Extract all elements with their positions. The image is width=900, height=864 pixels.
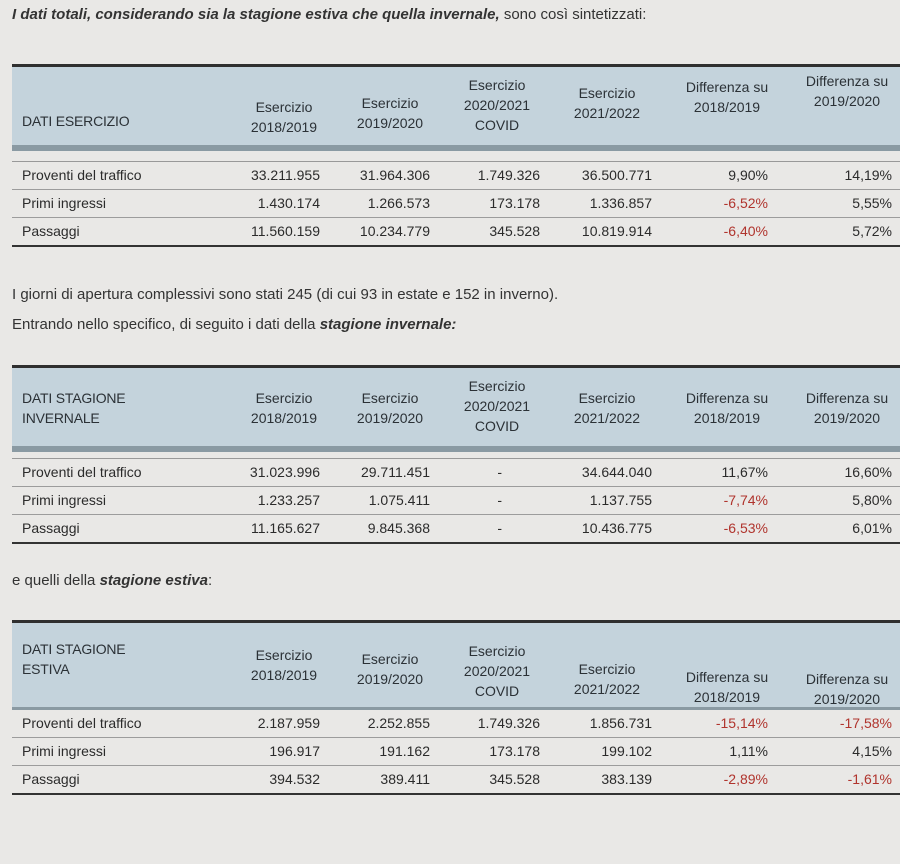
cell: 2.187.959 [257,715,320,731]
intro-rest: sono così sintetizzati: [499,6,647,23]
cell: 36.500.771 [581,167,652,183]
col-header-diff-2019: Differenza su 2019/2020 [805,671,889,707]
cell: 33.211.955 [250,167,320,183]
row-label: Passaggi [22,520,80,536]
cell: 345.528 [489,771,540,787]
cell: 1.749.326 [477,715,540,731]
row-label: Passaggi [22,223,80,239]
col-header-diff-2019: Differenza su 2019/2020 [805,73,889,109]
cell: 173.178 [489,195,540,211]
cell: 10.234.779 [359,223,430,239]
cell: 1.336.857 [589,195,652,211]
cell-negative: -2,89% [723,771,768,787]
cell: 1.430.174 [257,195,320,211]
cell-negative: -6,52% [723,195,768,211]
cell: 5,55% [852,195,892,211]
col-header-2019: Esercizio 2019/2020 [356,651,424,687]
cell: 16,60% [844,464,892,480]
intro-text [12,6,646,23]
cell: - [497,492,502,508]
cell: 10.436.775 [581,520,652,536]
para-invernale-bold: stagione invernale: [319,316,457,333]
cell: 4,15% [852,743,892,759]
col-header-2018: Esercizio 2018/2019 [250,99,318,135]
cell: - [497,464,502,480]
cell: 191.162 [379,743,430,759]
table-invernale [12,365,900,544]
para-giorni: I giorni di apertura complessivi sono stati 245 (di cui 93 in estate e 152 in inverno). [12,286,559,303]
table-row [12,766,900,795]
table-row [12,738,900,766]
table-title: DATI STAGIONE INVERNALE [22,390,126,426]
table-header [12,623,900,710]
para-estiva-post: : [207,572,213,589]
cell-negative: -6,40% [723,223,768,239]
cell: 34.644.040 [581,464,652,480]
cell: 5,72% [852,223,892,239]
header-gap [12,151,900,162]
cell: 11.560.159 [250,223,320,239]
header-gap [12,452,900,459]
table-header [12,368,900,452]
row-label: Primi ingressi [22,492,107,508]
cell: 383.139 [601,771,652,787]
table-row [12,710,900,738]
para-estiva-bold: stagione estiva [99,572,208,589]
row-label: Proventi del traffico [22,464,142,480]
para-invernale [12,316,456,333]
row-label: Primi ingressi [22,743,107,759]
cell: 11.165.627 [250,520,320,536]
row-label: Proventi del traffico [22,715,142,731]
cell: 1.137.755 [589,492,652,508]
col-header-2019: Esercizio 2019/2020 [356,390,424,426]
table-estiva [12,620,900,795]
row-label: Primi ingressi [22,195,107,211]
cell: 1.266.573 [367,195,430,211]
row-label: Proventi del traffico [22,167,142,183]
cell: 2.252.855 [367,715,430,731]
para-invernale-pre: Entrando nello specifico, di seguito i dati della [12,316,320,333]
cell: 31.964.306 [359,167,430,183]
cell: 31.023.996 [249,464,320,480]
table-title: DATI ESERCIZIO [22,113,130,129]
cell: 1,11% [729,743,768,759]
cell: 345.528 [489,223,540,239]
cell: 1.233.257 [257,492,320,508]
table-row [12,515,900,544]
cell: 14,19% [844,167,892,183]
cell: 5,80% [852,492,892,508]
cell-negative: -15,14% [715,715,768,731]
table-row [12,218,900,247]
cell-negative: -6,53% [723,520,768,536]
para-estiva-pre: e quelli della [12,572,100,589]
cell: 173.178 [489,743,540,759]
cell: 394.532 [269,771,320,787]
table-header [12,67,900,151]
row-label: Passaggi [22,771,80,787]
col-header-2021: Esercizio 2021/2022 [573,661,641,697]
cell: 1.749.326 [477,167,540,183]
col-header-diff-2018: Differenza su 2018/2019 [685,79,769,115]
para-estiva [12,572,212,589]
col-header-2021: Esercizio 2021/2022 [573,85,641,121]
col-header-diff-2019: Differenza su 2019/2020 [805,390,889,426]
cell-negative: -1,61% [847,771,892,787]
cell-negative: -7,74% [723,492,768,508]
col-header-2019: Esercizio 2019/2020 [356,95,424,131]
cell: 199.102 [601,743,652,759]
cell: 10.819.914 [581,223,652,239]
cell: 29.711.451 [360,464,430,480]
col-header-2018: Esercizio 2018/2019 [250,390,318,426]
cell: 6,01% [852,520,892,536]
table-row [12,459,900,487]
cell: 1.075.411 [368,492,430,508]
cell: 1.856.731 [589,715,652,731]
col-header-2021: Esercizio 2021/2022 [573,390,641,426]
cell: 11,67% [721,464,768,480]
table-row [12,162,900,190]
col-header-diff-2018: Differenza su 2018/2019 [685,669,769,705]
cell: 389.411 [380,771,430,787]
cell: 196.917 [269,743,320,759]
cell-negative: -17,58% [839,715,892,731]
col-header-diff-2018: Differenza su 2018/2019 [685,390,769,426]
col-header-2018: Esercizio 2018/2019 [250,647,318,683]
cell: 9,90% [728,167,768,183]
intro-italic: I dati totali, considerando sia la stagione estiva che quella invernale, [12,6,500,23]
col-header-2020-covid: Esercizio 2020/2021 COVID [463,643,531,699]
cell: 9.845.368 [367,520,430,536]
cell: - [497,520,502,536]
table-row [12,190,900,218]
col-header-2020-covid: Esercizio 2020/2021 COVID [463,77,531,133]
table-row [12,487,900,515]
table-totali [12,64,900,247]
col-header-2020-covid: Esercizio 2020/2021 COVID [463,378,531,434]
table-title: DATI STAGIONE ESTIVA [22,641,126,677]
